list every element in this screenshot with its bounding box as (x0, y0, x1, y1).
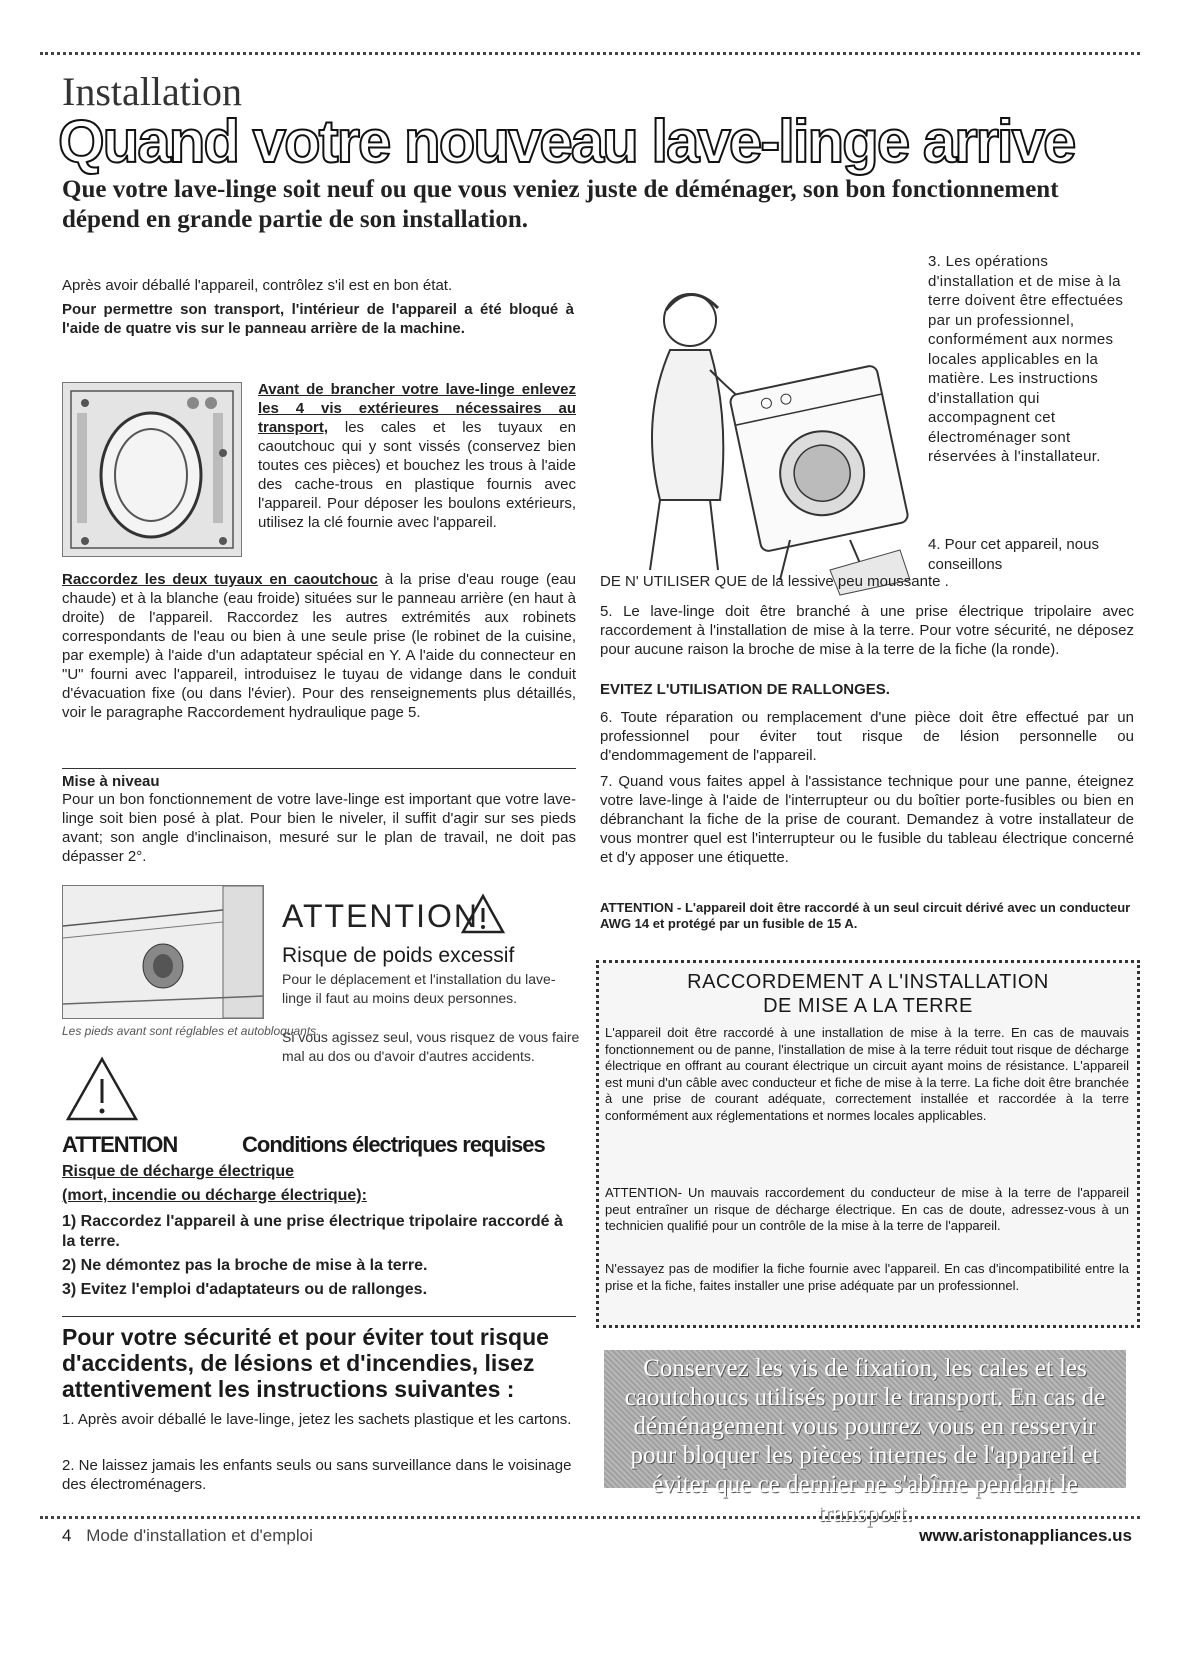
safety-item-1-text: Après avoir déballé le lave-linge, jetez les sachets plastique et les cartons. (74, 1411, 572, 1428)
divider (62, 768, 576, 769)
remove-screws-text (258, 380, 576, 532)
grounding-text-3: N'essayez pas de modifier la fiche fournie avec l'appareil. En cas d'incompatibilité entre la prise et la fiche, faites installer une prise adéquate par un professionnel. (605, 1261, 1129, 1293)
grounding-title-2: DE MISE A LA TERRE (763, 995, 973, 1017)
remove-screws-emphasis: Avant de brancher votre lave-linge enlevez les 4 vis extérieures nécessaires au transport, (258, 381, 576, 436)
shock-risk-line: Risque de décharge électrique (62, 1163, 295, 1180)
safety-item-1-num: 1. (62, 1411, 75, 1428)
washer-back-icon (63, 383, 241, 556)
remove-screws-rest: les cales et les tuyaux en caoutchouc qui y sont vissés (conservez bien toutes ces pièces) et bouchez les trous à l'aide des cache-trous en plastique fournis avec l'appareil. Pour déposer les boulons extérieurs, utilisez la clé fournie avec l'appareil. (258, 419, 576, 531)
elec-item-3: 3) Evitez l'emploi d'adaptateurs ou de rallonges. (62, 1281, 428, 1298)
warning-triangle-icon (460, 893, 506, 935)
safety-item-1 (62, 1410, 576, 1429)
footer (62, 1526, 313, 1546)
elec-item-1: 1) Raccordez l'appareil à une prise électrique tripolaire raccordé à la terre. (62, 1213, 563, 1250)
safety-item-2-text: Ne laissez jamais les enfants seuls ou sans surveillance dans le voisinage des électroménagers. (62, 1457, 572, 1493)
top-rule (40, 52, 1140, 55)
attention-note: ATTENTION - L'appareil doit être raccordé à un seul circuit dérivé avec un conducteur AWG 14 et protégé par un fusible de 15 A. (600, 900, 1131, 931)
item-4a: 4. Pour cet appareil, nous conseillons (928, 536, 1099, 573)
safety-heading: Pour votre sécurité et pour éviter tout risque d'accidents, de lésions et d'incendies, lisez attentivement les instructions suivantes : (62, 1324, 549, 1402)
adjustable-foot-icon (63, 886, 263, 1018)
divider (62, 1316, 576, 1317)
safety-item-2-num: 2. (62, 1457, 75, 1474)
grounding-text-1: L'appareil doit être raccordé à une installation de mise à la terre. En cas de mauvais fonctionnement ou de panne, l'installation de mise à la terre réduit tout risque de décharge électrique en offrant au courant électrique un circuit ayant moins de résistance. L'appareil est muni d'un câble avec conducteur et fiche de mise à la terre. La fiche doit être branchée à une prise de courant adéquate, correctement installée et raccordée à la terre conformément aux réglementations et normes locales applicables. (605, 1025, 1129, 1123)
section-label: Installation (62, 69, 242, 114)
elec-item-2: 2) Ne démontez pas la broche de mise à la terre. (62, 1257, 428, 1274)
page-title: Quand votre nouveau lave-linge arrive (58, 108, 1075, 175)
bottom-rule (40, 1516, 1140, 1519)
document-name: Mode d'installation et d'emploi (86, 1526, 313, 1545)
elec-attention-label: ATTENTION (62, 1132, 178, 1157)
safety-item-2 (62, 1456, 576, 1494)
level-text: Pour un bon fonctionnement de votre lave-linge est important que votre lave-linge soit bien posé à plat. Pour bien le niveler, il suffit d'agir sur ses pieds avant; son angle d'inclinaison, mesuré sur le plan de travail, ne doit pas dépasser 2°. (62, 791, 576, 865)
hoses-text (62, 570, 576, 722)
item-4b: DE N' UTILISER QUE de la lessive peu moussante . (600, 573, 949, 590)
elec-heading: Conditions électriques requises (242, 1132, 545, 1157)
item-6: 6. Toute réparation ou remplacement d'une pièce doit être effectué par un professionnel pour éviter tout risque de lésion personnelle ou d'endommagement de l'appareil. (600, 709, 1134, 764)
attention-label: ATTENTION (282, 898, 479, 934)
level-heading: Mise à niveau (62, 773, 160, 790)
transport-tip-box (604, 1350, 1126, 1527)
warning-triangle-large-icon (64, 1055, 140, 1123)
woman-with-washer-icon (600, 270, 920, 600)
item-5: 5. Le lave-linge doit être branché à une prise électrique tripolaire avec raccordement à l'installation de mise à la terre. Pour votre sécurité, ne déposez pour aucune raison la broche de mise à la terre de la fiche (la ronde). (600, 603, 1134, 658)
back-panel-illustration (62, 382, 242, 557)
feet-caption: Les pieds avant sont réglables et autobloquants. (62, 1024, 320, 1038)
grounding-title-1: RACCORDEMENT A L'INSTALLATION (687, 971, 1049, 993)
page-subtitle: Que votre lave-linge soit neuf ou que vous veniez juste de déménager, son bon fonctionnement dépend en grande partie de son installation. (62, 176, 1059, 233)
page-number: 4 (62, 1526, 72, 1545)
delivery-illustration (600, 270, 920, 600)
transport-note: Pour permettre son transport, l'intérieur de l'appareil a été bloqué à l'aide de quatre vis sur le panneau arrière de la machine. (62, 301, 574, 337)
grounding-text-2: ATTENTION- Un mauvais raccordement du conducteur de mise à la terre de l'appareil peut entraîner un risque de décharge électrique. En cas de doute, adressez-vous à un technicien qualifié pour un contrôle de la mise à la terre de l'appareil. (605, 1185, 1129, 1233)
hoses-emphasis: Raccordez les deux tuyaux en caoutchouc (62, 571, 378, 588)
item-3: 3. Les opérations d'installation et de mise à la terre doivent être effectuées par un professionnel, conformément aux normes locales applicables en la matière. Les instructions d'installation qui accompagnent cet électroménager sont réservées à l'installateur. (928, 253, 1124, 465)
transport-tip-text: Conservez les vis de fixation, les cales et les caoutchoucs utilisés pour le transport. En cas de déménagement vous pourrez vous en resservir pour bloquer les pièces internes de l'appareil et éviter que ce dernier ne s'abîme pendant le transport. (624, 1355, 1106, 1527)
grounding-box (596, 960, 1140, 1328)
item-5-bold: EVITEZ L'UTILISATION DE RALLONGES. (600, 681, 890, 698)
footer-url: www.aristonappliances.us (919, 1526, 1132, 1545)
weight-text-2: Si vous agissez seul, vous risquez de vous faire mal au dos ou d'avoir d'autres accidents. (282, 1029, 580, 1064)
hoses-rest: à la prise d'eau rouge (eau chaude) et à la blanche (eau froide) situées sur le panneau arrière (en haut à droite) de l'appareil. Raccordez les autres extrémités aux robinets correspondants de l'eau ou bien à une seule prise (le robinet de la cuisine, par exemple) à l'aide d'un adaptateur spécial en Y. A l'aide du connecteur en "U" fourni avec l'appareil, introduisez le tuyau de vidange dans le conduit d'évacuation fixe (ou dans l'évier). Pour des renseignements plus détaillés, voir le paragraphe Raccordement hydraulique page 5. (62, 571, 576, 721)
shock-risk-detail: (mort, incendie ou décharge électrique): (62, 1187, 367, 1204)
feet-illustration (62, 885, 264, 1019)
item-7: 7. Quand vous faites appel à l'assistance technique pour une panne, éteignez votre lave-linge à l'aide de l'interrupteur ou du boîtier porte-fusibles ou bien en débranchant la fiche de la prise de courant. Demandez à votre installateur de vous montrer quel est l'interrupteur ou le fusible du tableau électrique concerné et d'y apposer une étiquette. (600, 773, 1134, 866)
intro-text: Après avoir déballé l'appareil, contrôlez s'il est en bon état. (62, 277, 453, 294)
weight-heading: Risque de poids excessif (282, 944, 515, 967)
weight-text-1: Pour le déplacement et l'installation du lave-linge il faut au moins deux personnes. (282, 971, 556, 1006)
